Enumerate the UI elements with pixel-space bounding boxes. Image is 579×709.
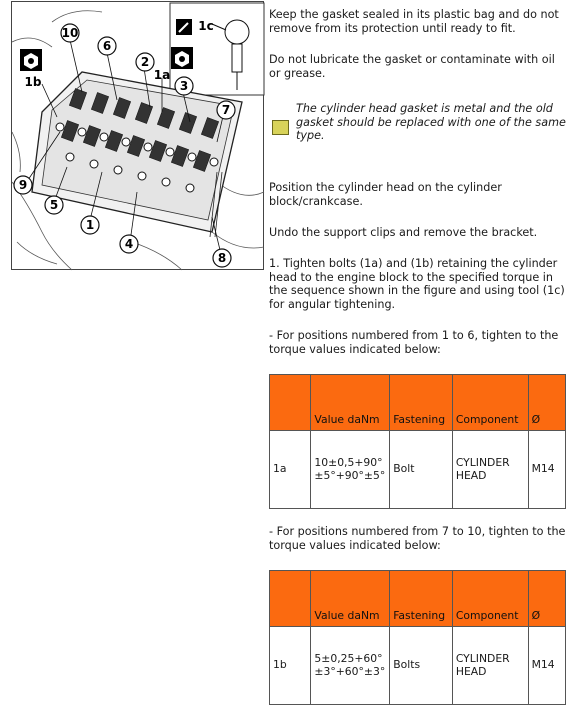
cell-ref: 1a	[270, 431, 311, 509]
paragraph-tighten-bolts: 1. Tighten bolts (1a) and (1b) retaining the cylinder head to the engine block to the specified torque in the sequence shown in the figure and using tool (1c) for angular tightening.	[269, 257, 565, 311]
note-icon	[272, 120, 289, 135]
cell-component: CYLINDER HEAD	[452, 431, 528, 509]
paragraph-gasket-sealed: Keep the gasket sealed in its plastic bag and do not remove from its protection until ready to fit.	[269, 8, 559, 35]
callout-7: 7	[221, 103, 231, 117]
header-ref	[270, 571, 311, 627]
cell-value: 10±0,5+90°±5°+90°±5°	[311, 431, 390, 509]
callout-1c: 1c	[198, 19, 214, 33]
cell-value: 5±0,25+60°±3°+60°±3°	[311, 627, 390, 705]
table-header-row	[270, 375, 566, 431]
header-component: Component	[452, 571, 528, 627]
callout-10: 10	[61, 26, 79, 40]
paragraph-no-lubricate: Do not lubricate the gasket or contaminate with oil or grease.	[269, 53, 555, 80]
header-value: Value daNm	[311, 375, 390, 431]
paragraph-positions-7-10: - For positions numbered from 7 to 10, tighten to the torque values indicated below:	[269, 525, 566, 552]
callout-4: 4	[124, 237, 134, 251]
cell-fastening: Bolts	[390, 627, 453, 705]
table-header-row	[270, 571, 566, 627]
cell-diameter: M14	[528, 627, 565, 705]
callout-2: 2	[140, 55, 150, 69]
cell-ref: 1b	[270, 627, 311, 705]
callout-1a: 1a	[153, 68, 171, 82]
cell-component: CYLINDER HEAD	[452, 627, 528, 705]
callout-3: 3	[179, 79, 189, 93]
callout-8: 8	[217, 251, 227, 265]
cell-fastening: Bolt	[390, 431, 453, 509]
note-metal-gasket: The cylinder head gasket is metal and the old gasket should be replaced with one of the same type.	[296, 102, 566, 142]
paragraph-undo-clips: Undo the support clips and remove the bracket.	[269, 226, 538, 239]
engine-drawing	[12, 2, 265, 271]
torque-table-1b	[269, 570, 566, 705]
paragraph-positions-1-6: - For positions numbered from 1 to 6, tighten to the torque values indicated below:	[269, 329, 559, 356]
header-diameter: Ø	[528, 571, 565, 627]
table-row	[270, 627, 566, 705]
torque-table-1a	[269, 374, 566, 509]
cell-diameter: M14	[528, 431, 565, 509]
cylinder-head-diagram	[11, 1, 264, 270]
callout-9: 9	[18, 178, 28, 192]
paragraph-position-head: Position the cylinder head on the cylinder block/crankcase.	[269, 181, 502, 208]
callout-1: 1	[85, 218, 95, 232]
header-component: Component	[452, 375, 528, 431]
header-fastening: Fastening	[390, 571, 453, 627]
header-ref	[270, 375, 311, 431]
callout-1b: 1b	[24, 75, 42, 89]
header-fastening: Fastening	[390, 375, 453, 431]
callout-6: 6	[102, 39, 112, 53]
header-value: Value daNm	[311, 571, 390, 627]
callout-5: 5	[49, 198, 59, 212]
header-diameter: Ø	[528, 375, 565, 431]
table-row	[270, 431, 566, 509]
